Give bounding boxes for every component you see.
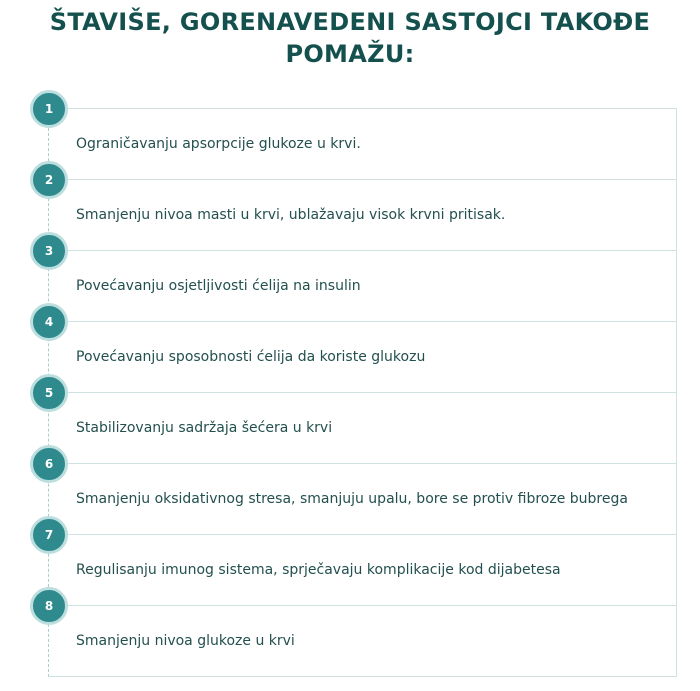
list-item (44, 244, 677, 321)
step-number-badge: 6 (30, 445, 68, 483)
page-title: ŠTAVIŠE, GORENAVEDENI SASTOJCI TAKOĐE POMAŽU: (49, 8, 651, 68)
benefits-list (44, 102, 677, 677)
list-item-text: Povećavanju sposobnosti ćelija da koriste glukozu (76, 349, 426, 365)
list-item-text: Regulisanju imunog sistema, sprječavaju komplikacije kod dijabetesa (76, 562, 561, 578)
step-number-badge: 8 (30, 587, 68, 625)
list-item-text: Ograničavanju apsorpcije glukoze u krvi. (76, 136, 361, 152)
list-item-text: Stabilizovanju sadržaja šećera u krvi (76, 420, 333, 436)
list-item (44, 315, 677, 392)
step-number-badge: 3 (30, 232, 68, 270)
step-number-badge: 2 (30, 161, 68, 199)
step-number-badge: 5 (30, 374, 68, 412)
step-number-badge: 7 (30, 516, 68, 554)
list-item (44, 528, 677, 605)
list-item-text: Smanjenju oksidativnog stresa, smanjuju upalu, bore se protiv fibroze bubrega (76, 491, 628, 507)
step-number-badge: 4 (30, 303, 68, 341)
list-item-text: Smanjenju nivoa masti u krvi, ublažavaju visok krvni pritisak. (76, 207, 506, 223)
list-item-text: Povećavanju osjetljivosti ćelija na insulin (76, 278, 361, 294)
list-item (44, 457, 677, 534)
list-item-text: Smanjenju nivoa glukoze u krvi (76, 633, 295, 649)
list-item (44, 599, 677, 676)
step-number-badge: 1 (30, 90, 68, 128)
list-item (44, 102, 677, 179)
list-item (44, 386, 677, 463)
list-item (44, 173, 677, 250)
